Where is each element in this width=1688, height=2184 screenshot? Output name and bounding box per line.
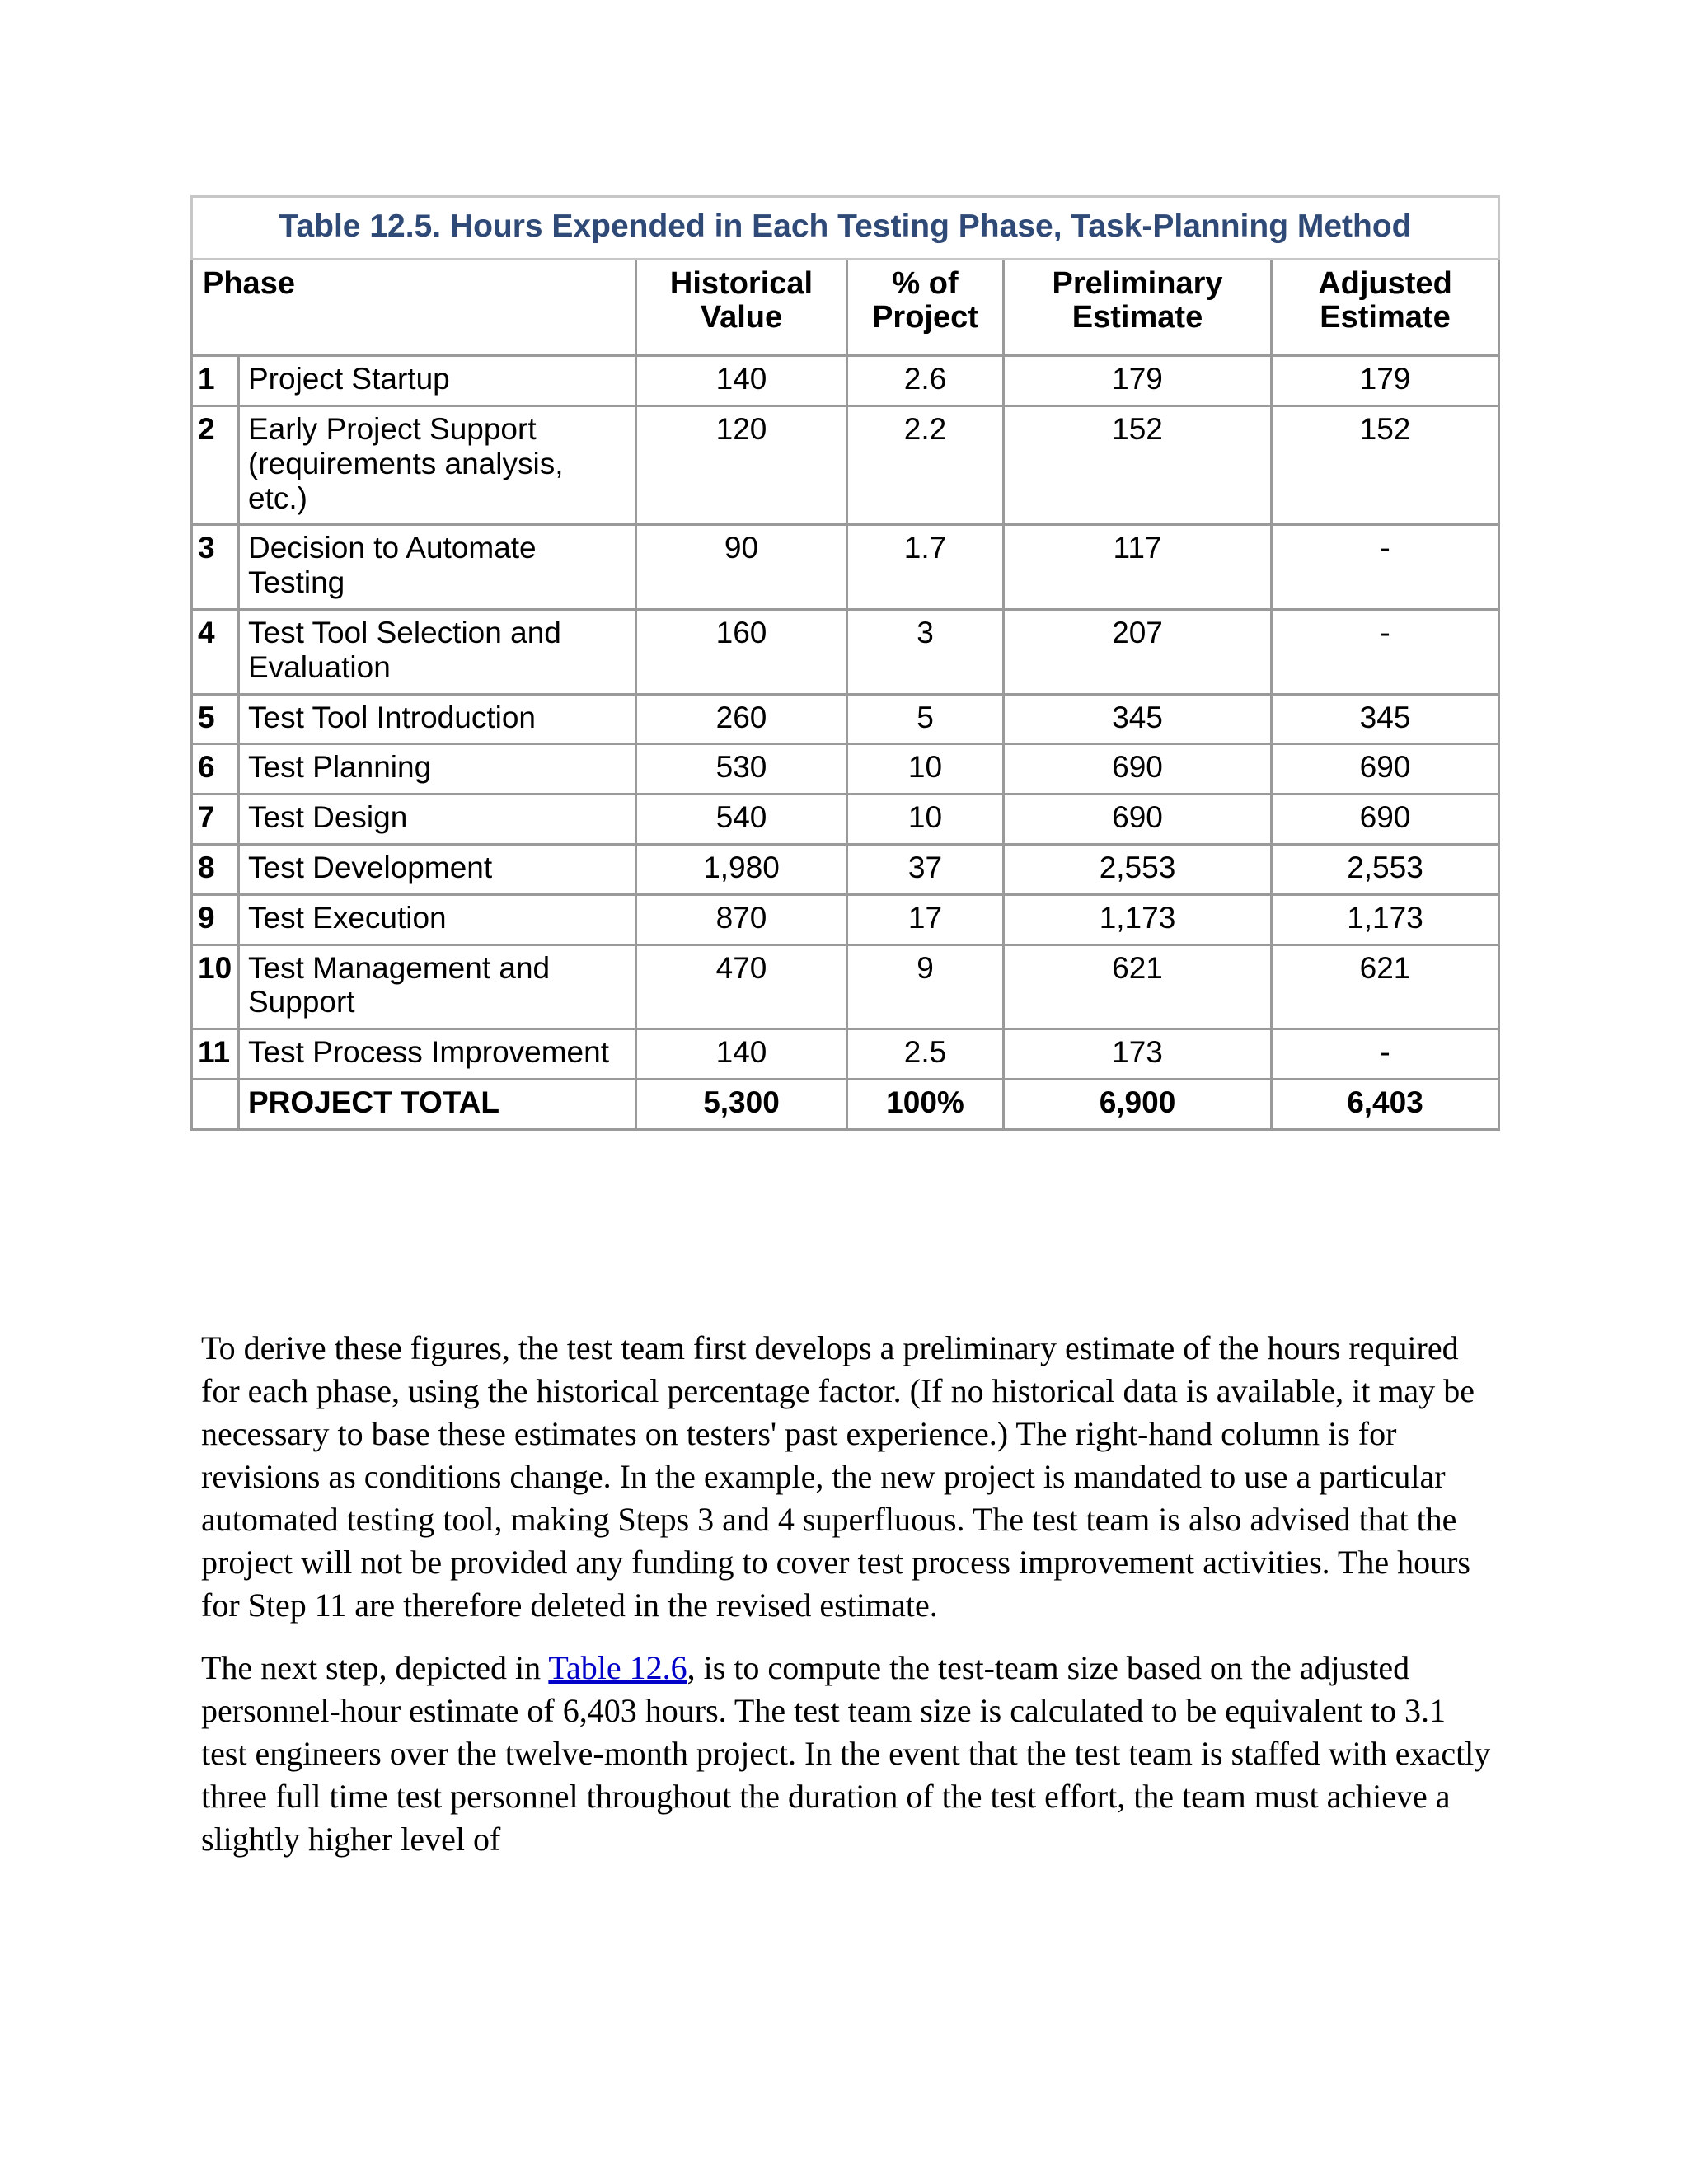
cell-phase-number: 6: [192, 744, 239, 794]
cell-pct-of-project: 2.5: [847, 1029, 1004, 1080]
cell-adjusted-estimate: -: [1272, 1029, 1499, 1080]
cell-phase-name: Early Project Support (requirements analysis, etc.): [239, 406, 636, 525]
table-row: [192, 794, 1499, 845]
cell-total-adjusted-estimate: 6,403: [1272, 1079, 1499, 1129]
table-row: [192, 694, 1499, 744]
cell-phase-name: Decision to Automate Testing: [239, 525, 636, 610]
cell-total-historical-value: 5,300: [636, 1079, 847, 1129]
cell-phase-number: 9: [192, 894, 239, 944]
cell-historical-value: 160: [636, 610, 847, 695]
cell-pct-of-project: 1.7: [847, 525, 1004, 610]
cell-phase-number: 8: [192, 845, 239, 895]
cell-preliminary-estimate: 1,173: [1004, 894, 1272, 944]
cell-pct-of-project: 9: [847, 944, 1004, 1029]
cell-adjusted-estimate: 345: [1272, 694, 1499, 744]
cell-historical-value: 140: [636, 1029, 847, 1080]
cell-preliminary-estimate: 621: [1004, 944, 1272, 1029]
cell-phase-number: 10: [192, 944, 239, 1029]
cell-historical-value: 870: [636, 894, 847, 944]
cell-pct-of-project: 10: [847, 744, 1004, 794]
column-header-historical-value: Historical Value: [636, 260, 847, 356]
cell-phase-name: Project Startup: [239, 356, 636, 406]
table-row: [192, 525, 1499, 610]
cell-historical-value: 90: [636, 525, 847, 610]
cell-adjusted-estimate: 690: [1272, 794, 1499, 845]
cell-preliminary-estimate: 690: [1004, 744, 1272, 794]
cell-preliminary-estimate: 207: [1004, 610, 1272, 695]
paragraph-two-prefix: The next step, depicted in: [201, 1649, 549, 1686]
cell-historical-value: 260: [636, 694, 847, 744]
cell-phase-number: 7: [192, 794, 239, 845]
cell-preliminary-estimate: 117: [1004, 525, 1272, 610]
cell-preliminary-estimate: 345: [1004, 694, 1272, 744]
cell-adjusted-estimate: 179: [1272, 356, 1499, 406]
cell-preliminary-estimate: 152: [1004, 406, 1272, 525]
cell-pct-of-project: 10: [847, 794, 1004, 845]
cell-historical-value: 470: [636, 944, 847, 1029]
hours-expended-table: [190, 195, 1500, 1131]
paragraph-two-container: [201, 1647, 1495, 1899]
cell-phase-number: 3: [192, 525, 239, 610]
cell-adjusted-estimate: 621: [1272, 944, 1499, 1029]
cell-pct-of-project: 3: [847, 610, 1004, 695]
cell-pct-of-project: 2.6: [847, 356, 1004, 406]
table-row: [192, 894, 1499, 944]
cell-pct-of-project: 37: [847, 845, 1004, 895]
cell-total-label: PROJECT TOTAL: [239, 1079, 636, 1129]
table-header-row: [192, 260, 1499, 356]
table-row: [192, 356, 1499, 406]
column-header-preliminary-estimate: Preliminary Estimate: [1004, 260, 1272, 356]
cell-phase-number: 1: [192, 356, 239, 406]
table-caption-row: [192, 197, 1499, 260]
table-row: [192, 406, 1499, 525]
cell-phase-name: Test Development: [239, 845, 636, 895]
cell-adjusted-estimate: 690: [1272, 744, 1499, 794]
cell-historical-value: 530: [636, 744, 847, 794]
paragraph-two-suffix: , is to compute the test-team size based on the adjusted personnel-hour estimate of 6,403 hours. The test team size is calculated to be equivalent to 3.1 test engineers over the twelve-month project. In the event that the test team is staffed with exactly three full time test personnel throughout the duration of the test effort, the team must achieve a slightly higher level of: [201, 1649, 1491, 1858]
cell-phase-name: Test Planning: [239, 744, 636, 794]
table-12-5-container: [190, 195, 1498, 1131]
column-header-pct-of-project: % of Project: [847, 260, 1004, 356]
paragraph-two: [201, 1647, 1495, 1861]
cell-historical-value: 120: [636, 406, 847, 525]
cell-phase-name: Test Execution: [239, 894, 636, 944]
table-row: [192, 944, 1499, 1029]
cell-phase-number: 4: [192, 610, 239, 695]
cell-phase-name: Test Tool Introduction: [239, 694, 636, 744]
table-caption: Table 12.5. Hours Expended in Each Testing Phase, Task-Planning Method: [192, 197, 1499, 260]
cell-phase-number: 2: [192, 406, 239, 525]
cell-phase-name: Test Design: [239, 794, 636, 845]
table-total-row: [192, 1079, 1499, 1129]
cell-phase-name: Test Management and Support: [239, 944, 636, 1029]
cell-preliminary-estimate: 690: [1004, 794, 1272, 845]
column-header-adjusted-estimate: Adjusted Estimate: [1272, 260, 1499, 356]
cell-pct-of-project: 5: [847, 694, 1004, 744]
cell-adjusted-estimate: 1,173: [1272, 894, 1499, 944]
cell-historical-value: 140: [636, 356, 847, 406]
cell-adjusted-estimate: 152: [1272, 406, 1499, 525]
table-row: [192, 610, 1499, 695]
cell-phase-name: Test Process Improvement: [239, 1029, 636, 1080]
cell-phase-number: 11: [192, 1029, 239, 1080]
cell-pct-of-project: 2.2: [847, 406, 1004, 525]
cell-historical-value: 540: [636, 794, 847, 845]
table-12-6-link[interactable]: Table 12.6: [548, 1649, 687, 1686]
cell-total-preliminary-estimate: 6,900: [1004, 1079, 1272, 1129]
cell-pct-of-project: 17: [847, 894, 1004, 944]
cell-total-pct-of-project: 100%: [847, 1079, 1004, 1129]
column-header-phase: Phase: [192, 260, 636, 356]
cell-historical-value: 1,980: [636, 845, 847, 895]
table-row: [192, 845, 1499, 895]
cell-adjusted-estimate: -: [1272, 610, 1499, 695]
cell-preliminary-estimate: 173: [1004, 1029, 1272, 1080]
paragraph-one-container: [201, 1327, 1495, 1665]
cell-preliminary-estimate: 2,553: [1004, 845, 1272, 895]
cell-preliminary-estimate: 179: [1004, 356, 1272, 406]
table-row: [192, 1029, 1499, 1080]
table-row: [192, 744, 1499, 794]
cell-total-number: [192, 1079, 239, 1129]
cell-phase-name: Test Tool Selection and Evaluation: [239, 610, 636, 695]
cell-phase-number: 5: [192, 694, 239, 744]
cell-adjusted-estimate: -: [1272, 525, 1499, 610]
paragraph-one: To derive these figures, the test team first develops a preliminary estimate of the hours required for each phase, using the historical percentage factor. (If no historical data is available, it may be necessary to base these estimates on testers' past experience.) The right-hand column is for revisions as conditions change. In the example, the new project is mandated to use a particular automated testing tool, making Steps 3 and 4 superfluous. The test team is also advised that the project will not be provided any funding to cover test process improvement activities. The hours for Step 11 are therefore deleted in the revised estimate.: [201, 1329, 1475, 1624]
cell-adjusted-estimate: 2,553: [1272, 845, 1499, 895]
